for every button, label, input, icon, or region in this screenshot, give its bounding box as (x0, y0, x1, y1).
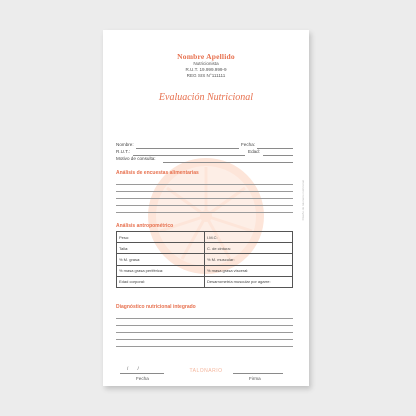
table-cell[interactable]: I.M.C: (205, 232, 293, 243)
fecha-field-line[interactable] (257, 148, 293, 149)
table-cell[interactable]: % M. muscular: (205, 254, 293, 265)
fecha-signature-label: Fecha (136, 376, 149, 381)
motivo-field-line[interactable] (163, 162, 293, 163)
table-row (117, 254, 293, 265)
motivo-label: Motivo de consulta: (116, 156, 156, 161)
edad-field-line[interactable] (263, 155, 293, 156)
writing-line[interactable] (116, 212, 293, 213)
writing-line[interactable] (116, 198, 293, 199)
table-row (117, 276, 293, 287)
date-slashes: / / (127, 366, 143, 371)
doctor-rut: R.U.T. 19.999.999-9 (185, 67, 227, 72)
writing-line[interactable] (116, 205, 293, 206)
writing-line[interactable] (116, 346, 293, 347)
side-note: Diseño de talonario nutricional (301, 180, 305, 221)
fecha-label: Fecha: (241, 142, 256, 147)
nombre-field-line[interactable] (136, 148, 239, 149)
encuestas-section-title: Análisis de encuestas alimentarias (116, 170, 199, 176)
table-row (117, 265, 293, 276)
form-title: Evaluación Nutricional (158, 92, 254, 103)
doctor-header (103, 52, 309, 79)
writing-line[interactable] (116, 325, 293, 326)
table-cell[interactable]: Desarrometría muscular por agarre: (205, 276, 293, 287)
writing-line[interactable] (116, 191, 293, 192)
table-cell[interactable]: Peso: (117, 232, 205, 243)
table-cell[interactable]: % masa grasa visceral: (205, 265, 293, 276)
firma-signature-line[interactable] (233, 373, 283, 374)
antropometrico-section-title: Análisis antropométrico (116, 223, 174, 229)
brand-mark: TALONARIO (189, 368, 223, 374)
table-cell[interactable]: Talla: (117, 243, 205, 254)
doctor-role: Nutricionista (193, 61, 219, 66)
doctor-registry: REG SIS N°111111 (186, 73, 226, 78)
writing-line[interactable] (116, 318, 293, 319)
table-cell[interactable]: Edad corporal: (117, 276, 205, 287)
anthropometric-table (116, 231, 293, 288)
table-cell[interactable]: C. de cintura: (205, 243, 293, 254)
firma-signature-label: Firma (249, 376, 261, 381)
prescription-sheet (103, 30, 309, 386)
diagnostico-section-title: Diagnóstico nutricional integrado (116, 304, 196, 310)
table-cell[interactable]: % masa grasa periférica: (117, 265, 205, 276)
rut-label: R.U.T.: (116, 149, 131, 154)
writing-line[interactable] (116, 332, 293, 333)
writing-line[interactable] (116, 339, 293, 340)
nombre-label: Nombre: (116, 142, 134, 147)
table-row (117, 243, 293, 254)
doctor-name: Nombre Apellido (177, 52, 235, 61)
writing-line[interactable] (116, 184, 293, 185)
edad-label: Edad: (248, 149, 261, 154)
table-row (117, 232, 293, 243)
table-cell[interactable]: % M. grasa: (117, 254, 205, 265)
